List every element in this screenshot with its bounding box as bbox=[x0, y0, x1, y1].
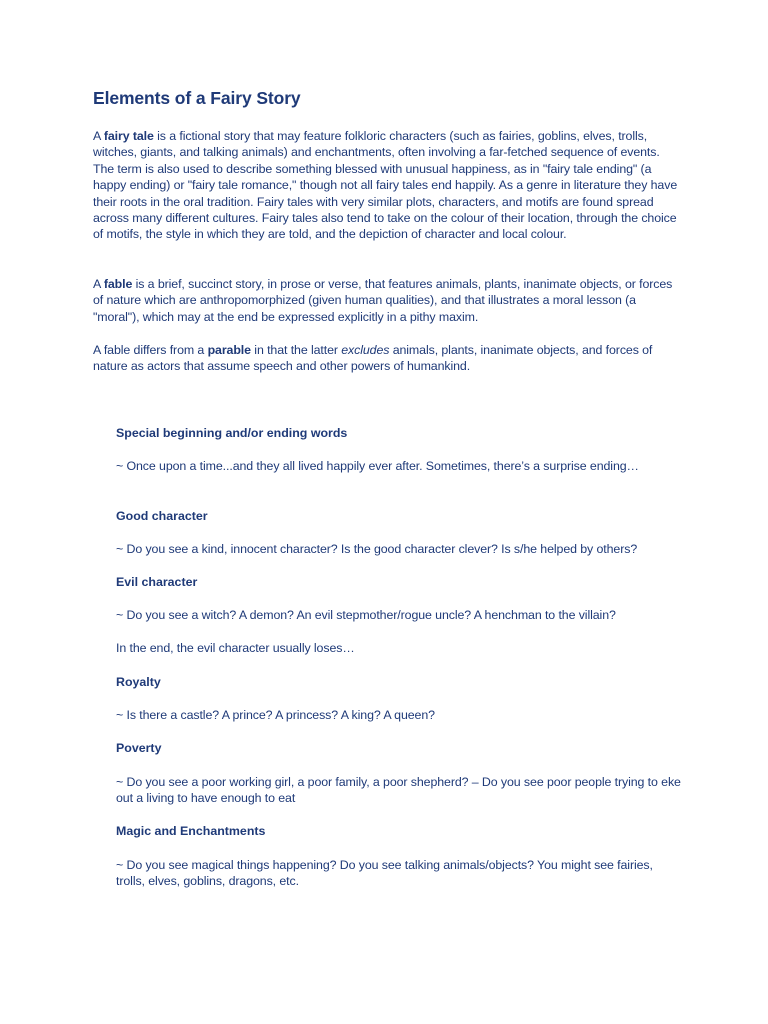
poverty-heading: Poverty bbox=[116, 741, 162, 755]
good-character-text: ~ Do you see a kind, innocent character? Is the good character clever? Is s/he helped by others? bbox=[116, 542, 638, 556]
special-words-heading: Special beginning and/or ending words bbox=[116, 426, 348, 440]
page-title: Elements of a Fairy Story bbox=[93, 88, 301, 108]
royalty-text: ~ Is there a castle? A prince? A princess? A king? A queen? bbox=[116, 708, 435, 722]
evil-character-text: ~ Do you see a witch? A demon? An evil stepmother/rogue uncle? A henchman to the villain? bbox=[116, 608, 616, 622]
good-character-heading: Good character bbox=[116, 509, 208, 523]
excludes-emphasis: excludes bbox=[341, 343, 390, 357]
fable-term: fable bbox=[103, 277, 133, 291]
magic-heading: Magic and Enchantments bbox=[116, 824, 266, 838]
magic-text: ~ Do you see magical things happening? Do you see talking animals/objects? You might see fairies, trolls, elves, goblins, dragons, etc. bbox=[116, 858, 653, 889]
fable-paragraph: A fable is a brief, succinct story, in prose or verse, that features animals, plants, inanimate objects, or forces of nature which are anthropomorphized (given human qualities), and that illustrates a moral lesson (a "moral"), which may at the end be expressed explicitly in a pithy maxim. bbox=[93, 277, 673, 324]
evil-character-outcome: In the end, the evil character usually loses… bbox=[116, 641, 355, 655]
fairy-tale-paragraph: A fairy tale is a fictional story that may feature folkloric characters (such as fairies, goblins, elves, trolls, witches, giants, and talking animals) and enchantments, often involving a far-fetched sequence of events. The term is also used to describe something blessed with unusual happiness, as in "fairy tale ending" (a happy ending) or "fairy tale romance," though not all fairy tales end happily. As a genre in literature they have their roots in the oral tradition. Fairy tales with very similar plots, characters, and motifs are found spread across many different cultures. Fairy tales also tend to take on the colour of their location, through the choice of motifs, the style in which they are told, and the depiction of character and local colour. bbox=[93, 129, 678, 242]
evil-character-heading: Evil character bbox=[116, 575, 198, 589]
poverty-text: ~ Do you see a poor working girl, a poor family, a poor shepherd? – Do you see poor people trying to eke out a living to have enough to eat bbox=[116, 775, 681, 806]
parable-term: parable bbox=[207, 343, 251, 357]
royalty-heading: Royalty bbox=[116, 675, 161, 689]
parable-paragraph: A fable differs from a parable in that the latter excludes animals, plants, inanimate objects, and forces of nature as actors that assume speech and other powers of humankind. bbox=[93, 343, 653, 374]
fairy-tale-term: fairy tale bbox=[103, 129, 154, 143]
special-words-text: ~ Once upon a time...and they all lived happily ever after. Sometimes, there’s a surprise ending… bbox=[116, 459, 639, 473]
